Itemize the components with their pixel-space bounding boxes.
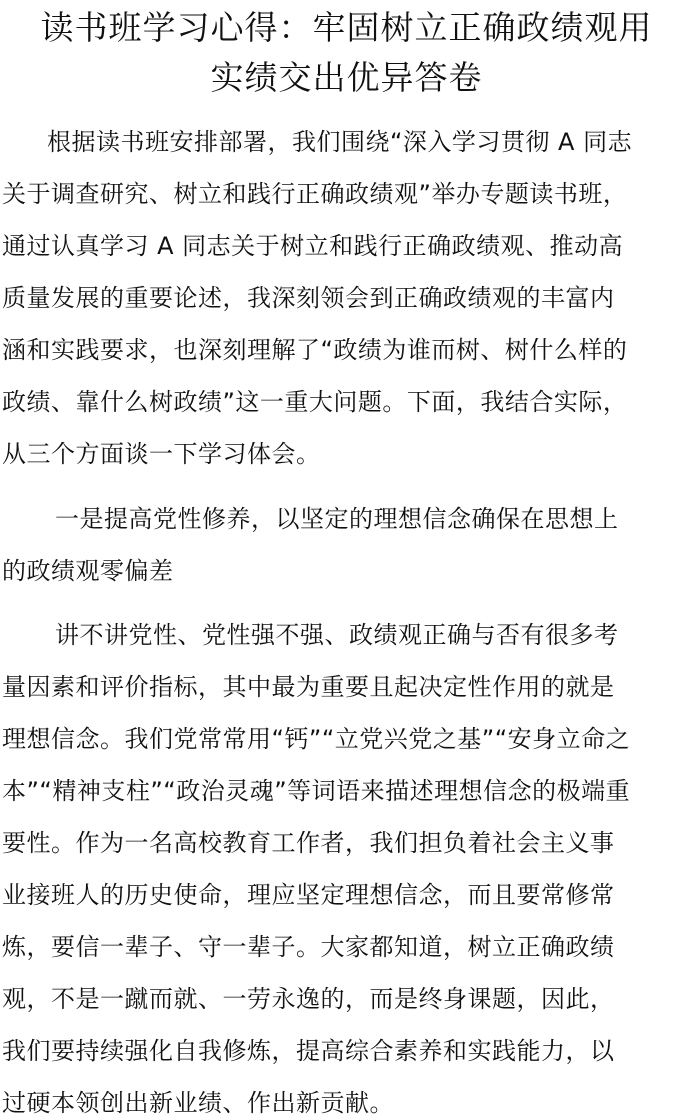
paragraph-1-line-4: 质量发展的重要论述，我深刻领会到正确政绩观的丰富内 bbox=[2, 284, 615, 312]
title-line-1: 读书班学习心得：牢固树立正确政绩观用 bbox=[40, 8, 653, 47]
paragraph-2-line-8: 观，不是一蹴而就、一劳永逸的，而是终身课题，因此， bbox=[2, 985, 615, 1013]
paragraph-1-line-5: 涵和实践要求，也深刻理解了“政绩为谁而树、树什么样的 bbox=[2, 336, 628, 364]
paragraph-1-line-7: 从三个方面谈一下学习体会。 bbox=[2, 440, 321, 468]
paragraph-2-line-9: 我们要持续强化自我修炼，提高综合素养和实践能力，以 bbox=[2, 1037, 615, 1065]
paragraph-2-line-5: 要性。作为一名高校教育工作者，我们担负着社会主义事 bbox=[2, 829, 615, 857]
paragraph-2-line-10: 过硬本领创出新业绩、作出新贡献。 bbox=[2, 1089, 394, 1117]
section-heading-line-2: 的政绩观零偏差 bbox=[2, 557, 174, 585]
paragraph-1-line-2: 关于调查研究、树立和践行正确政绩观”举办专题读书班， bbox=[2, 180, 628, 208]
title-line-2: 实绩交出优异答卷 bbox=[210, 58, 483, 97]
paragraph-2-line-7: 炼，要信一辈子、守一辈子。大家都知道，树立正确政绩 bbox=[2, 933, 615, 961]
paragraph-2-line-4: 本”“精神支柱”“政治灵魂”等词语来描述理想信念的极端重 bbox=[2, 777, 631, 805]
paragraph-2-line-2: 量因素和评价指标，其中最为重要且起决定性作用的就是 bbox=[2, 673, 615, 701]
paragraph-1-line-6: 政绩、靠什么树政绩”这一重大问题。下面，我结合实际， bbox=[2, 388, 628, 416]
paragraph-1-line-3: 通过认真学习 A 同志关于树立和践行正确政绩观、推动高 bbox=[2, 232, 624, 260]
paragraph-2-line-1: 讲不讲党性、党性强不强、政绩观正确与否有很多考 bbox=[55, 621, 619, 649]
section-heading-line-1: 一是提高党性修养，以坚定的理想信念确保在思想上 bbox=[55, 505, 619, 533]
paragraph-1-line-1: 根据读书班安排部署，我们围绕“深入学习贯彻 A 同志 bbox=[47, 128, 633, 156]
paragraph-2-line-6: 业接班人的历史使命，理应坚定理想信念，而且要常修常 bbox=[2, 881, 615, 909]
paragraph-2-line-3: 理想信念。我们党常常用“钙”“立党兴党之基”“安身立命之 bbox=[2, 725, 631, 753]
